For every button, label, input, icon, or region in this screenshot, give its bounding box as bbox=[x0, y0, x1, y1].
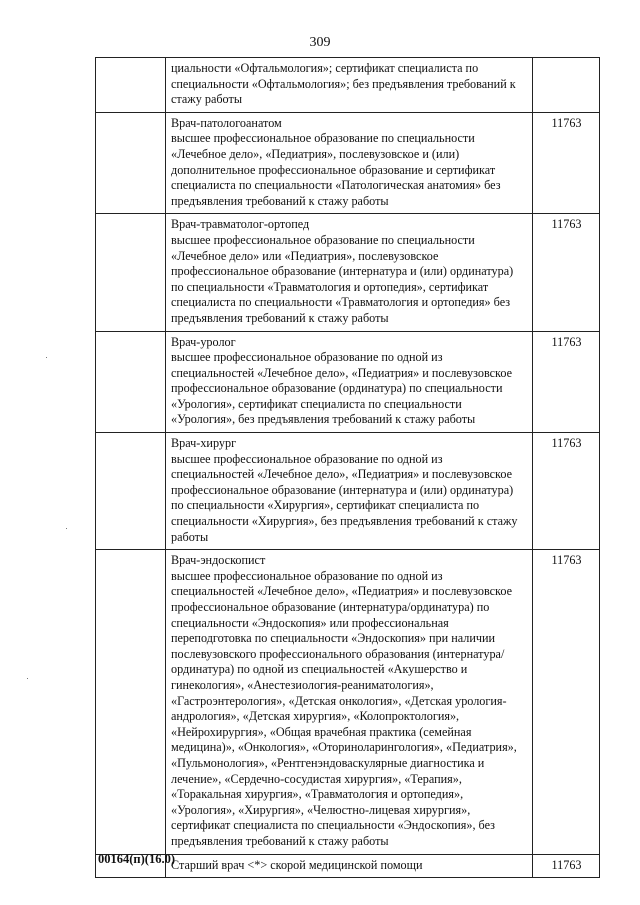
table-row bbox=[96, 433, 600, 550]
salary-value-cell: 11763 bbox=[533, 433, 600, 550]
qualification-requirements: высшее профессиональное образование по специальности «Лечебное дело» или «Педиатрия», послевузовское профессиональное образование (интернатура и (или) ординатура) по специальности «Травматология и ортопедия», сертификат специалиста по специальности «Травматология и ортопедия» без предъявления требований к стажу работы bbox=[171, 232, 514, 325]
position-title: Врач-эндоскопист bbox=[171, 553, 266, 568]
position-requirements-cell bbox=[166, 214, 533, 331]
position-requirements-cell bbox=[166, 433, 533, 550]
position-requirements-cell bbox=[166, 854, 533, 878]
qualification-requirements: высшее профессиональное образование по специальности «Лечебное дело», «Педиатрия», послевузовское и (или) дополнительное профессиональное образование и сертификат специалиста по специальности «Патологическая анатомия» без предъявления требований к стажу работы bbox=[171, 131, 501, 208]
salary-value-cell: 11763 bbox=[533, 331, 600, 433]
salary-value-cell: 11763 bbox=[533, 112, 600, 214]
qualification-requirements: циальности «Офтальмология»; сертификат специалиста по специальности «Офтальмология»; без предъявления требований к стажу работы bbox=[171, 61, 516, 107]
scan-artifact bbox=[27, 678, 28, 679]
scan-artifact bbox=[46, 357, 47, 358]
position-title: Врач-травматолог-ортопед bbox=[171, 217, 310, 232]
qualification-table bbox=[95, 57, 600, 878]
position-title: Врач-уролог bbox=[171, 334, 236, 349]
position-requirements-cell bbox=[166, 112, 533, 214]
salary-value-cell: 11763 bbox=[533, 214, 600, 331]
scan-artifact bbox=[66, 528, 67, 529]
page-number: 309 bbox=[309, 35, 331, 50]
table-row bbox=[96, 58, 600, 113]
position-title: Врач-хирург bbox=[171, 436, 237, 451]
document-code: 00164(п)(16.0) bbox=[98, 852, 175, 866]
position-title: Старший врач <*> скорой медицинской помощи bbox=[171, 857, 423, 872]
table-row bbox=[96, 331, 600, 433]
table-row bbox=[96, 214, 600, 331]
position-title: Врач-патологоанатом bbox=[171, 115, 282, 130]
salary-value-cell: 11763 bbox=[533, 854, 600, 878]
table-row bbox=[96, 550, 600, 854]
qualification-requirements: высшее профессиональное образование по одной из специальностей «Лечебное дело», «Педиатрия» и послевузовское профессиональное образование (интернатура и (или) ординатура) по специальности «Хирургия», сертификат специалиста по специальности «Хирургия», без предъявления требований к стажу работы bbox=[171, 451, 518, 544]
position-requirements-cell bbox=[166, 550, 533, 854]
salary-value-cell: 11763 bbox=[533, 550, 600, 854]
position-requirements-cell bbox=[166, 331, 533, 433]
row-number-cell bbox=[96, 433, 166, 550]
row-number-cell bbox=[96, 112, 166, 214]
qualification-requirements: высшее профессиональное образование по одной из специальностей «Лечебное дело», «Педиатрия» и послевузовское профессиональное образование (интернатура/ординатура) по специальности «Эндоскопия» или профессиональная переподготовка по специальности «Эндоскопия» при наличии послевузовского профессионального образования (интернатура/ординатура) по одной из специальностей «Акушерство и гинекология», «Анестезиология-реаниматология», «Гастроэнтерология», «Детская онкология», «Детская урология-андрология», «Детская хирургия», «Колопроктология», «Нейрохирургия», «Общая врачебная практика (семейная медицина)», «Онкология», «Оториноларингология», «Педиатрия», «Пульмонология», «Рентгенэндоваскулярные диагностика и лечение», «Сердечно-сосудистая хирургия», «Терапия», «Торакальная хирургия», «Травматология и ортопедия», «Урология», «Хирургия», «Челюстно-лицевая хирургия», сертификат специалиста по специальности «Эндоскопия», без предъявления требований к стажу работы bbox=[171, 568, 517, 848]
row-number-cell bbox=[96, 214, 166, 331]
row-number-cell bbox=[96, 550, 166, 854]
row-number-cell bbox=[96, 331, 166, 433]
qualification-requirements: высшее профессиональное образование по одной из специальностей «Лечебное дело», «Педиатрия» и послевузовское профессиональное образование (ординатура) по специальности «Урология», сертификат специалиста по специальности «Урология», без предъявления требований к стажу работы bbox=[171, 350, 512, 427]
row-number-cell bbox=[96, 58, 166, 113]
salary-value-cell bbox=[533, 58, 600, 113]
position-requirements-cell bbox=[166, 58, 533, 113]
table-row bbox=[96, 112, 600, 214]
